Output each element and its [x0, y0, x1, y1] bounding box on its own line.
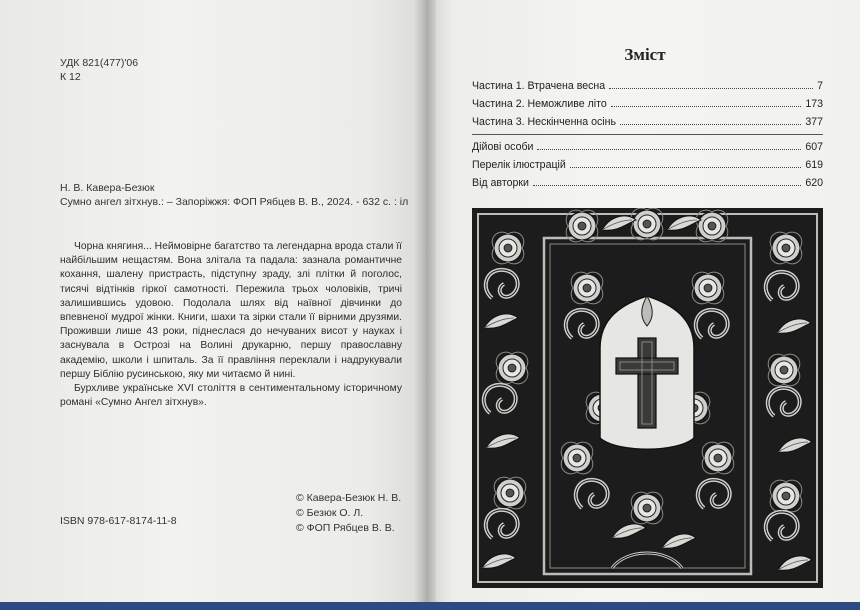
toc-entry: [472, 116, 823, 128]
toc-entry-page: 619: [805, 159, 823, 171]
book-cover-edge: [0, 602, 860, 610]
toc-leader: [537, 149, 801, 150]
bibliographic-record: Сумно ангел зітхнув.: – Запоріжжя: ФОП Рябцев В. В., 2024. - 632 с. : іл: [60, 196, 409, 208]
toc-entry-page: 173: [805, 98, 823, 110]
toc-entry-label: Частина 2. Неможливе літо: [472, 98, 607, 110]
isbn: ISBN 978-617-8174-11-8: [60, 515, 177, 527]
toc-entry-page: 607: [805, 141, 823, 153]
toc-entry-page: 620: [805, 177, 823, 189]
toc-entry: [472, 159, 823, 171]
ornament-illustration: [472, 208, 823, 588]
toc-leader: [609, 88, 813, 89]
toc-entry-label: Частина 1. Втрачена весна: [472, 80, 606, 92]
author-name: Н. В. Кавера-Безюк: [60, 182, 155, 194]
toc-divider: [472, 134, 823, 135]
toc-leader: [570, 167, 802, 168]
toc-entry-label: Частина 3. Нескінченна осінь: [472, 116, 617, 128]
book-spine: [414, 0, 436, 610]
copyright-line: © Кавера-Безюк Н. В.: [296, 492, 402, 504]
toc-entry-label: Перелік ілюстрацій: [472, 159, 566, 171]
toc-entry: [472, 141, 823, 153]
cross-floral-ornament-icon: [472, 208, 823, 588]
copyright-block: [296, 491, 401, 536]
toc-leader: [533, 185, 801, 186]
toc-entry: [472, 177, 823, 189]
toc-entry-page: 377: [805, 116, 823, 128]
toc-entry: [472, 98, 823, 110]
toc-entry: [472, 80, 823, 92]
toc-entry-label: Дійові особи: [472, 141, 534, 153]
toc-leader: [620, 124, 801, 125]
annotation-paragraph-2: Бурхливе українське XVI століття в сентиментальному історичному романі «Сумно Ангел зітхнув».: [60, 383, 402, 409]
copyright-line: © Безюк О. Л.: [296, 507, 364, 519]
toc-entry-page: 7: [817, 80, 823, 92]
k-code: К 12: [60, 71, 81, 83]
toc-entry-label: Від авторки: [472, 177, 529, 189]
copyright-line: © ФОП Рябцев В. В.: [296, 522, 395, 534]
annotation: [60, 240, 402, 410]
udc-code: УДК 821(477)'06: [60, 57, 139, 69]
toc-title: Зміст: [624, 45, 666, 64]
toc-leader: [611, 106, 802, 107]
annotation-paragraph-1: Чорна княгиня... Неймовірне багатство та легендарна врода стали її найбільшим нещастям. Вона злітала та падала: зазнала романтичне кохання, шалену пристрасть, підступну зраду, злі плітки й поголос, тисячі відтінків гіркої самотності. Пережила трьох чоловіків, тричі залишившись удовою. Подолала шлях від наївної дівчинки до впевненої мудрої жінки. Книги, шахи та зірки стали її вірними друзями. Проживши лише 43 роки, піднеслася до нечуваних висот у науках і заснувала в Острозі на Волині друкарню, першу православну академію, школи і шпиталь. За її правління переклали і надрукували першу Біблію русинською, яку ми читаємо й нині.: [60, 241, 402, 380]
